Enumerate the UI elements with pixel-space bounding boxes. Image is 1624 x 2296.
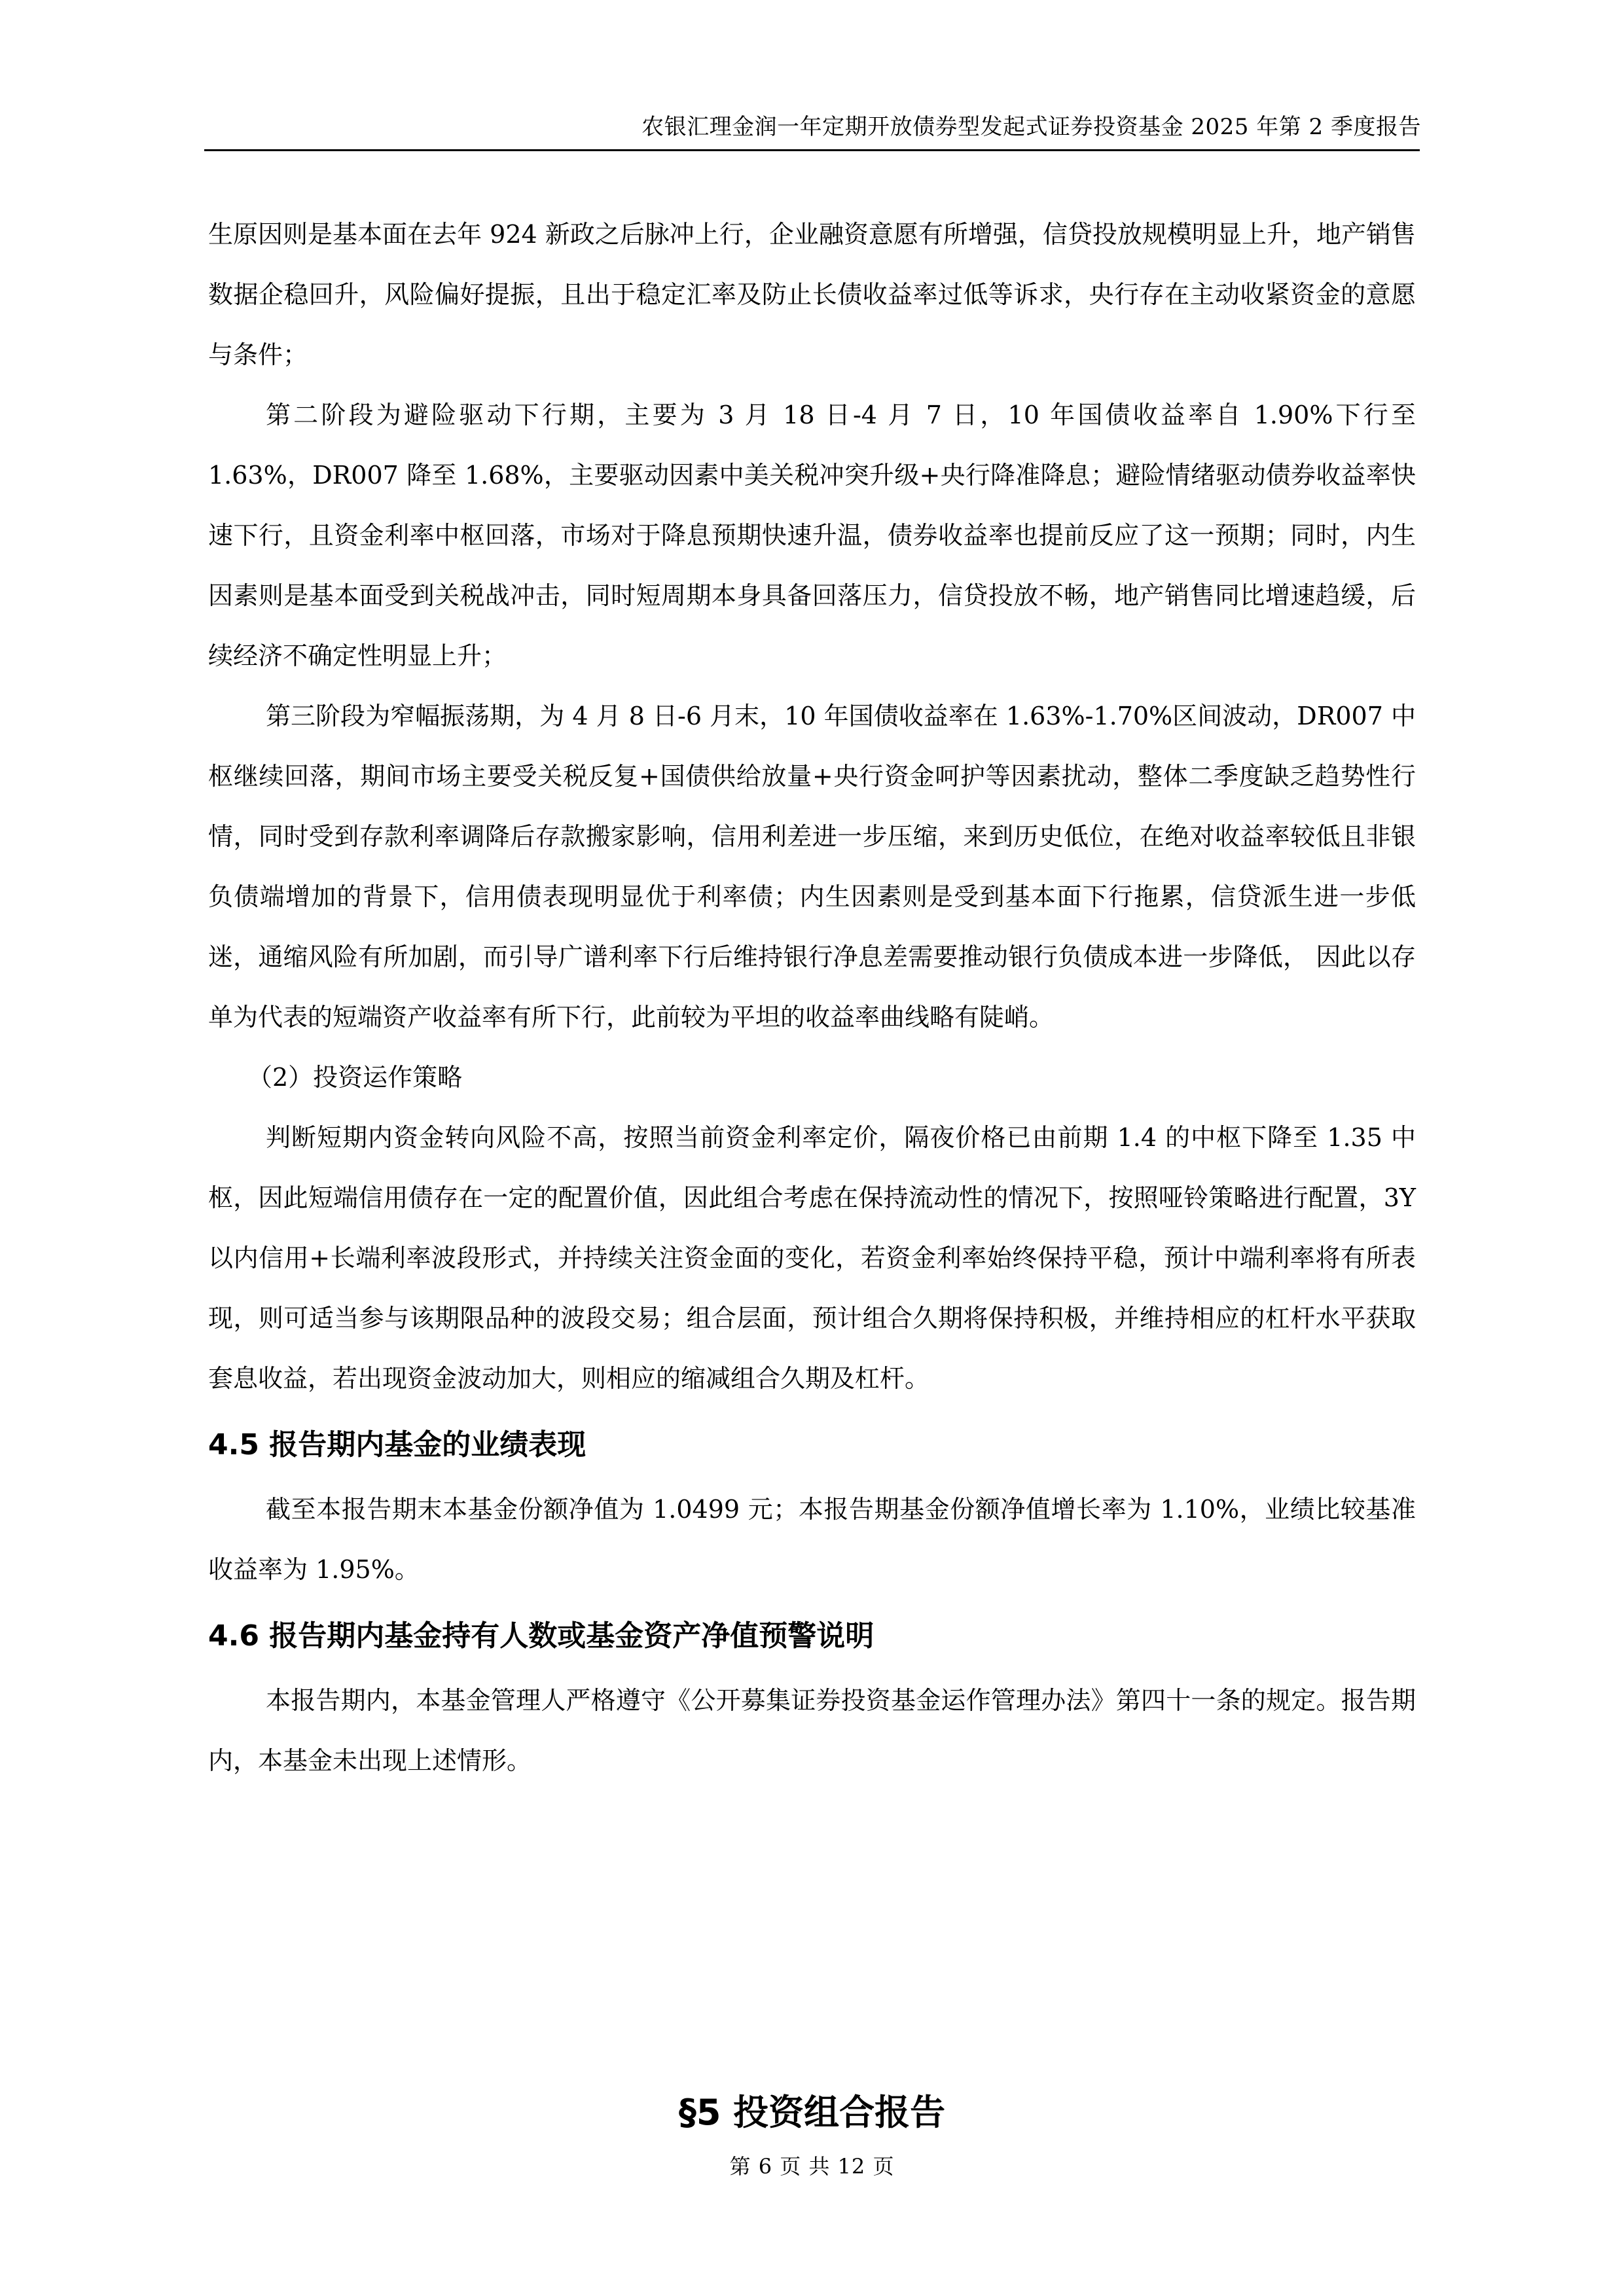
section-heading-4-5: 4.5 报告期内基金的业绩表现 xyxy=(208,1428,586,1462)
subheading-investment-strategy: （2）投资运作策略 xyxy=(247,1063,463,1092)
paragraph-stage-two: 第二阶段为避险驱动下行期，主要为 3 月 18 日-4 月 7 日，10 年国债收益率自 1.90%下行至 1.63%，DR007 降至 1.68%，主要驱动因素中美关税冲突升级+央行降准降息；避险情绪驱动债券收益率快速下行，且资金利率中枢回落，市场对于降息预期快速升温，债券收益率也提前反应了这一预期；同时，内生因素则是基本面受到关税战冲击，同时短周期本身具备回落压力，信贷投放不畅，地产销售同比增速趋缓，后续经济不确定性明显上升； xyxy=(208,401,1416,670)
paragraph-stage-three: 第三阶段为窄幅振荡期，为 4 月 8 日-6 月末，10 年国债收益率在 1.63%-1.70%区间波动，DR007 中枢继续回落，期间市场主要受关税反复+国债供给放量+央行资金呵护等因素扰动，整体二季度缺乏趋势性行情，同时受到存款利率调降后存款搬家影响，信用利差进一步压缩，来到历史低位，在绝对收益率较低且非银负债端增加的背景下，信用债表现明显优于利率债；内生因素则是受到基本面下行拖累，信贷派生进一步低迷，通缩风险有所加剧，而引导广谱利率下行后维持银行净息差需要推动银行负债成本进一步降低， 因此以存单为代表的短端资产收益率有所下行，此前较为平坦的收益率曲线略有陡峭。 xyxy=(208,702,1416,1031)
page-number: 第 6 页 共 12 页 xyxy=(729,2154,895,2179)
running-header: 农银汇理金润一年定期开放债券型发起式证券投资基金 2025 年第 2 季度报告 xyxy=(641,114,1421,140)
paragraph-performance: 截至本报告期末本基金份额净值为 1.0499 元；本报告期基金份额净值增长率为 1.10%，业绩比较基准收益率为 1.95%。 xyxy=(208,1495,1416,1584)
paragraph-investment-strategy: 判断短期内资金转向风险不高，按照当前资金利率定价，隔夜价格已由前期 1.4 的中枢下降至 1.35 中枢，因此短端信用债存在一定的配置价值，因此组合考虑在保持流动性的情况下，按照哑铃策略进行配置，3Y 以内信用+长端利率波段形式，并持续关注资金面的变化，若资金利率始终保持平稳，预计中端利率将有所表现，则可适当参与该期限品种的波段交易；组合层面，预计组合久期将保持积极，并维持相应的杠杆水平获取套息收益，若出现资金波动加大，则相应的缩减组合久期及杠杆。 xyxy=(208,1123,1416,1393)
paragraph-continuation: 生原因则是基本面在去年 924 新政之后脉冲上行，企业融资意愿有所增强，信贷投放规模明显上升，地产销售数据企稳回升，风险偏好提振，且出于稳定汇率及防止长债收益率过低等诉求，央行存在主动收紧资金的意愿与条件； xyxy=(208,220,1416,369)
chapter-title: §5 投资组合报告 xyxy=(678,2092,946,2133)
section-heading-4-6: 4.6 报告期内基金持有人数或基金资产净值预警说明 xyxy=(208,1619,875,1653)
report-body xyxy=(208,204,1416,1791)
paragraph-warning-statement: 本报告期内，本基金管理人严格遵守《公开募集证券投资基金运作管理办法》第四十一条的规定。报告期内，本基金未出现上述情形。 xyxy=(208,1686,1416,1775)
header-divider xyxy=(204,149,1420,151)
